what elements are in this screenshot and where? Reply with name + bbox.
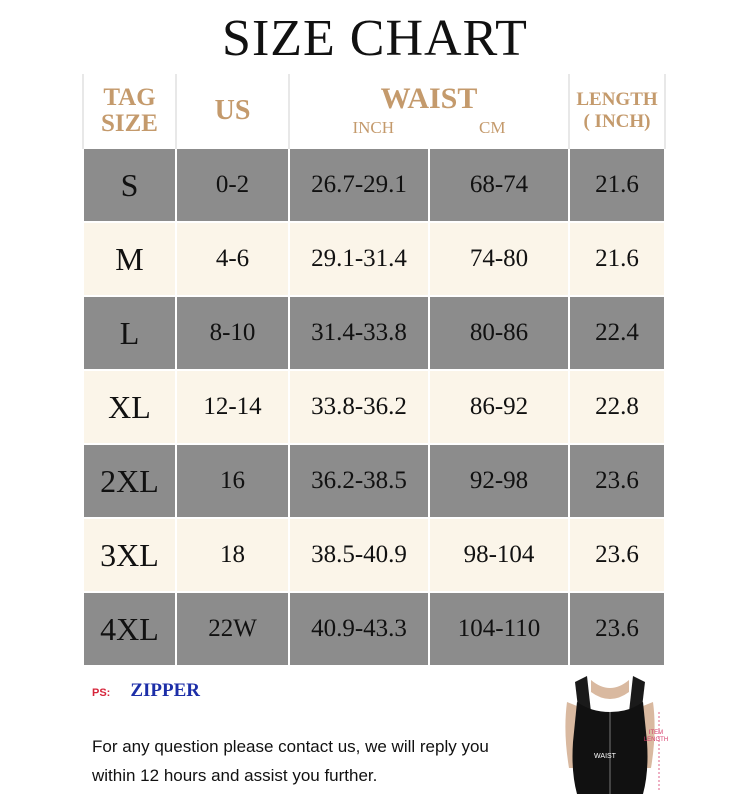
header-tag-size-line1: TAG <box>103 83 156 111</box>
cell-us: 22W <box>176 592 289 666</box>
header-waist-inch: INCH <box>352 117 395 137</box>
cell-length: 21.6 <box>569 148 665 222</box>
vest-item-length-line1: ITEM <box>648 730 664 736</box>
ps-label: PS: <box>92 687 111 699</box>
cell-us: 12-14 <box>176 370 289 444</box>
contact-line-1: For any question please contact us, we will reply you <box>92 737 489 756</box>
table-row <box>83 444 665 518</box>
cell-size: M <box>83 222 176 296</box>
cell-waist-cm: 98-104 <box>429 518 569 592</box>
table-row <box>83 370 665 444</box>
cell-us: 8-10 <box>176 296 289 370</box>
ps-note <box>92 680 200 702</box>
cell-waist-inch: 33.8-36.2 <box>289 370 429 444</box>
header-waist-label: WAIST <box>380 81 478 115</box>
cell-waist-cm: 74-80 <box>429 222 569 296</box>
table-row <box>83 148 665 222</box>
cell-size: S <box>83 148 176 222</box>
header-us: US <box>176 74 289 148</box>
cell-length: 23.6 <box>569 592 665 666</box>
cell-size: L <box>83 296 176 370</box>
vest-item-length-line2: LENGTH <box>643 737 669 743</box>
cell-length: 22.4 <box>569 296 665 370</box>
cell-us: 4-6 <box>176 222 289 296</box>
size-chart-table <box>82 74 666 667</box>
header-waist-cm: CM <box>479 117 506 137</box>
ps-value: ZIPPER <box>130 680 201 701</box>
cell-waist-cm: 86-92 <box>429 370 569 444</box>
header-tag-size-line2: SIZE <box>101 109 158 137</box>
contact-line-2: within 12 hours and assist you further. <box>92 766 378 785</box>
header-tag-size <box>83 74 176 148</box>
page-title: SIZE CHART <box>222 10 528 67</box>
header-length <box>569 74 665 148</box>
size-chart-table-container <box>82 74 664 667</box>
cell-waist-inch: 31.4-33.8 <box>289 296 429 370</box>
cell-size: XL <box>83 370 176 444</box>
vest-item-length-label <box>636 730 676 744</box>
header-waist <box>289 74 569 148</box>
cell-size: 4XL <box>83 592 176 666</box>
table-row <box>83 592 665 666</box>
header-waist-units <box>290 118 568 138</box>
cell-waist-inch: 38.5-40.9 <box>289 518 429 592</box>
header-length-line2: ( INCH) <box>583 110 651 132</box>
cell-size: 2XL <box>83 444 176 518</box>
cell-waist-inch: 26.7-29.1 <box>289 148 429 222</box>
cell-length: 23.6 <box>569 444 665 518</box>
vest-waist-label: WAIST <box>594 753 616 760</box>
cell-waist-cm: 104-110 <box>429 592 569 666</box>
cell-length: 22.8 <box>569 370 665 444</box>
table-header-row <box>83 74 665 148</box>
table-row <box>83 222 665 296</box>
cell-length: 21.6 <box>569 222 665 296</box>
cell-length: 23.6 <box>569 518 665 592</box>
cell-waist-inch: 29.1-31.4 <box>289 222 429 296</box>
cell-waist-cm: 68-74 <box>429 148 569 222</box>
cell-waist-cm: 92-98 <box>429 444 569 518</box>
cell-us: 0-2 <box>176 148 289 222</box>
cell-waist-inch: 40.9-43.3 <box>289 592 429 666</box>
table-row <box>83 296 665 370</box>
contact-note <box>92 732 542 790</box>
cell-us: 16 <box>176 444 289 518</box>
cell-waist-inch: 36.2-38.5 <box>289 444 429 518</box>
cell-size: 3XL <box>83 518 176 592</box>
cell-waist-cm: 80-86 <box>429 296 569 370</box>
header-length-line1: LENGTH <box>576 88 658 110</box>
table-row <box>83 518 665 592</box>
cell-us: 18 <box>176 518 289 592</box>
